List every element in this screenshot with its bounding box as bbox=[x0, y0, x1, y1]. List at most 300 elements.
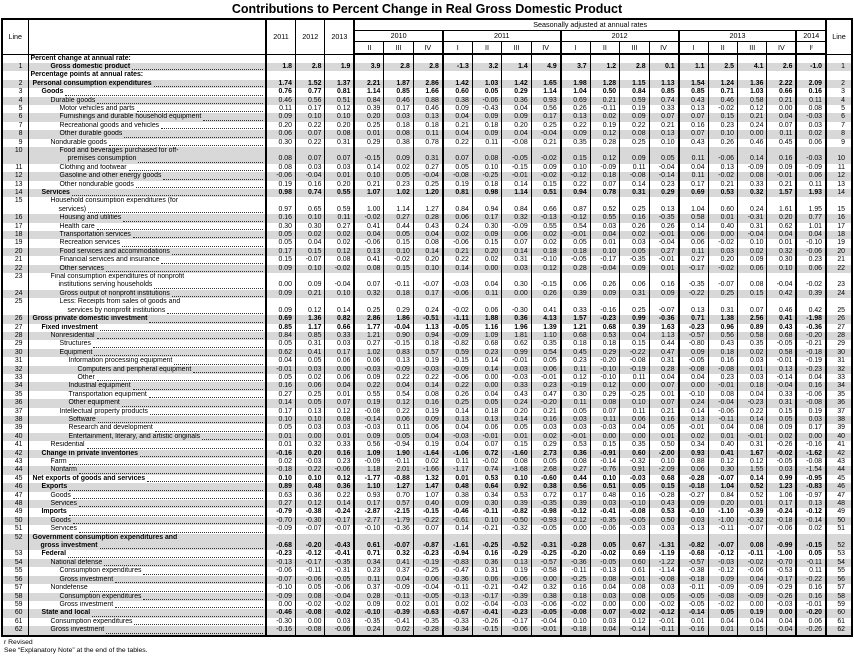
row-label: Consumption expenditures bbox=[59, 592, 142, 600]
value-cell: 0.19 bbox=[620, 105, 649, 113]
value-cell: 0.03 bbox=[502, 366, 531, 374]
line-number-right: 28 bbox=[826, 332, 852, 340]
value-cell: -0.03 bbox=[295, 458, 324, 466]
value-cell: -0.01 bbox=[796, 601, 826, 609]
value-cell: -0.08 bbox=[708, 366, 737, 374]
value-cell: 0.04 bbox=[354, 231, 383, 239]
value-cell: 0.18 bbox=[472, 181, 501, 189]
value-cell: 0.00 bbox=[472, 382, 501, 390]
col-header-quarter: II bbox=[472, 42, 501, 55]
value-cell: 1.27 bbox=[413, 197, 442, 214]
value-cell: 0.53 bbox=[561, 441, 590, 449]
value-cell: 0.72 bbox=[531, 492, 560, 500]
table-row bbox=[2, 197, 852, 214]
value-cell: 0.31 bbox=[502, 256, 531, 264]
row-label: Recreation services bbox=[59, 239, 121, 247]
dot-leader bbox=[88, 212, 263, 213]
value-cell: -0.61 bbox=[443, 517, 472, 525]
line-number-left: 7 bbox=[2, 122, 28, 130]
value-cell: 0.05 bbox=[295, 357, 324, 365]
value-cell: 1.14 bbox=[502, 189, 531, 197]
value-cell: 0.62 bbox=[767, 223, 796, 231]
value-cell: 0.10 bbox=[708, 130, 737, 138]
value-cell: 0.11 bbox=[796, 567, 826, 575]
value-cell: 0.39 bbox=[620, 324, 649, 332]
value-cell: 0.29 bbox=[531, 441, 560, 449]
value-cell: 0.05 bbox=[443, 164, 472, 172]
line-number-left: 26 bbox=[2, 315, 28, 323]
value-cell: 0.13 bbox=[472, 416, 501, 424]
value-cell: 0.10 bbox=[325, 113, 354, 121]
value-cell: -0.31 bbox=[531, 534, 560, 551]
value-cell: 0.89 bbox=[266, 483, 295, 491]
line-number-right: 38 bbox=[826, 416, 852, 424]
value-cell: -0.09 bbox=[384, 366, 413, 374]
value-cell: -0.06 bbox=[531, 601, 560, 609]
value-cell: 0.26 bbox=[649, 223, 678, 231]
value-cell: -0.02 bbox=[531, 172, 560, 180]
table-row bbox=[2, 508, 852, 516]
table-row bbox=[2, 80, 852, 88]
contributions-table bbox=[1, 18, 853, 637]
line-number-left: 43 bbox=[2, 458, 28, 466]
value-cell: 0.22 bbox=[443, 256, 472, 264]
value-cell: 0.17 bbox=[295, 105, 324, 113]
value-cell: 0.20 bbox=[502, 122, 531, 130]
value-cell: 0.18 bbox=[531, 248, 560, 256]
value-cell: 0.06 bbox=[354, 357, 383, 365]
value-cell: 0.05 bbox=[708, 609, 737, 617]
line-number-right: 41 bbox=[826, 441, 852, 449]
value-cell: -2.77 bbox=[354, 517, 383, 525]
value-cell: 0.04 bbox=[708, 618, 737, 626]
value-cell: -0.83 bbox=[443, 559, 472, 567]
row-label: Industrial equipment bbox=[68, 382, 131, 390]
value-cell: 0.11 bbox=[620, 164, 649, 172]
value-cell: 0.23 bbox=[384, 181, 413, 189]
value-cell: -0.11 bbox=[384, 593, 413, 601]
line-number-left: 5 bbox=[2, 105, 28, 113]
value-cell: 0.09 bbox=[266, 290, 295, 298]
value-cell: 0.17 bbox=[796, 424, 826, 432]
value-cell: 0.02 bbox=[738, 349, 767, 357]
dot-leader bbox=[150, 414, 263, 415]
value-cell: 0.43 bbox=[413, 223, 442, 231]
value-cell: -0.35 bbox=[325, 559, 354, 567]
value-cell: 0.04 bbox=[443, 113, 472, 121]
value-cell: 0.85 bbox=[295, 332, 324, 340]
value-cell: 0.00 bbox=[472, 265, 501, 273]
value-cell: 0.15 bbox=[502, 441, 531, 449]
value-cell: 0.13 bbox=[561, 113, 590, 121]
value-cell: 0.94 bbox=[413, 332, 442, 340]
value-cell: -0.12 bbox=[561, 172, 590, 180]
row-label: Furnishings and durable household equipment bbox=[59, 113, 202, 121]
value-cell: -0.02 bbox=[325, 609, 354, 617]
value-cell: 0.15 bbox=[738, 626, 767, 635]
value-cell: 2.68 bbox=[531, 466, 560, 474]
table-row bbox=[2, 584, 852, 592]
value-cell: 0.08 bbox=[354, 265, 383, 273]
value-cell: 0.30 bbox=[472, 223, 501, 231]
value-cell: 0.12 bbox=[531, 265, 560, 273]
value-cell: -0.04 bbox=[295, 172, 324, 180]
value-cell: 0.05 bbox=[590, 534, 619, 551]
value-cell: 0.03 bbox=[295, 424, 324, 432]
value-cell: 0.07 bbox=[649, 382, 678, 390]
value-cell: -0.42 bbox=[502, 584, 531, 592]
value-cell: 0.11 bbox=[561, 399, 590, 407]
table-row bbox=[2, 601, 852, 609]
value-cell: 0.96 bbox=[708, 324, 737, 332]
dot-leader bbox=[123, 221, 263, 222]
value-cell: 0.31 bbox=[738, 441, 767, 449]
value-cell: 0.03 bbox=[295, 164, 324, 172]
value-cell: 1.74 bbox=[266, 80, 295, 88]
row-label: services by nonprofit institutions bbox=[67, 306, 166, 314]
value-cell: 0.52 bbox=[738, 483, 767, 491]
value-cell: 0.48 bbox=[443, 483, 472, 491]
value-cell: -0.31 bbox=[738, 214, 767, 222]
value-cell: 0.51 bbox=[531, 189, 560, 197]
table-row bbox=[2, 450, 852, 458]
value-cell: 0.36 bbox=[502, 315, 531, 323]
value-cell: 1.03 bbox=[738, 88, 767, 96]
value-cell: -1.06 bbox=[443, 450, 472, 458]
line-number-left: 1 bbox=[2, 63, 28, 71]
value-cell: 0.04 bbox=[590, 231, 619, 239]
value-cell: -0.30 bbox=[502, 298, 531, 315]
dot-leader bbox=[138, 162, 263, 163]
dot-leader bbox=[172, 296, 263, 297]
value-cell: 0.15 bbox=[384, 265, 413, 273]
table-row bbox=[2, 349, 852, 357]
value-cell: 0.39 bbox=[561, 290, 590, 298]
value-cell: 0.28 bbox=[413, 214, 442, 222]
value-cell: -0.17 bbox=[502, 618, 531, 626]
value-cell: -0.02 bbox=[472, 458, 501, 466]
value-cell: 0.11 bbox=[443, 458, 472, 466]
value-cell: 0.09 bbox=[443, 105, 472, 113]
value-cell: 0.17 bbox=[384, 105, 413, 113]
value-cell: 0.02 bbox=[620, 231, 649, 239]
dot-leader bbox=[106, 633, 263, 634]
value-cell: -0.15 bbox=[354, 147, 383, 164]
value-cell: 0.04 bbox=[443, 441, 472, 449]
value-cell: 0.21 bbox=[649, 408, 678, 416]
value-cell: 0.04 bbox=[295, 239, 324, 247]
value-cell: 0.09 bbox=[679, 500, 708, 508]
value-cell: 0.53 bbox=[502, 492, 531, 500]
section-caption: Percentage points at annual rates: bbox=[28, 71, 266, 79]
value-cell: -0.01 bbox=[561, 231, 590, 239]
value-cell: -0.23 bbox=[796, 366, 826, 374]
value-cell: 0.11 bbox=[679, 147, 708, 164]
value-cell: 0.53 bbox=[472, 475, 501, 483]
value-cell: 0.64 bbox=[472, 483, 501, 491]
col-header-quarter: II bbox=[354, 42, 383, 55]
value-cell: -0.09 bbox=[738, 164, 767, 172]
value-cell: 0.24 bbox=[443, 223, 472, 231]
line-number-left: 54 bbox=[2, 559, 28, 567]
value-cell: -0.05 bbox=[620, 517, 649, 525]
value-cell: 0.15 bbox=[649, 483, 678, 491]
line-number-right: 52 bbox=[826, 534, 852, 551]
value-cell: 0.01 bbox=[443, 475, 472, 483]
value-cell: 0.25 bbox=[295, 391, 324, 399]
value-cell: 0.30 bbox=[767, 256, 796, 264]
table-row bbox=[2, 231, 852, 239]
value-cell: 1.13 bbox=[649, 80, 678, 88]
value-cell: -0.06 bbox=[325, 466, 354, 474]
table-row bbox=[2, 139, 852, 147]
value-cell: 0.17 bbox=[266, 248, 295, 256]
value-cell: -0.20 bbox=[796, 609, 826, 617]
value-cell: 1.21 bbox=[561, 324, 590, 332]
value-cell: 0.00 bbox=[266, 273, 295, 290]
value-cell: -0.20 bbox=[590, 357, 619, 365]
value-cell: 0.33 bbox=[325, 441, 354, 449]
value-cell: -0.03 bbox=[590, 424, 619, 432]
line-number-right: 50 bbox=[826, 517, 852, 525]
value-cell: 0.39 bbox=[561, 500, 590, 508]
value-cell: -0.10 bbox=[354, 609, 383, 617]
value-cell: 0.68 bbox=[767, 332, 796, 340]
value-cell: -0.11 bbox=[590, 105, 619, 113]
value-cell: 1.24 bbox=[708, 80, 737, 88]
value-cell: 0.34 bbox=[354, 559, 383, 567]
value-cell: 0.00 bbox=[708, 231, 737, 239]
value-cell: 0.09 bbox=[443, 500, 472, 508]
value-cell: 0.14 bbox=[738, 475, 767, 483]
value-cell: -0.22 bbox=[796, 576, 826, 584]
value-cell: 0.06 bbox=[796, 618, 826, 626]
value-cell: 0.93 bbox=[531, 97, 560, 105]
value-cell: -0.04 bbox=[649, 239, 678, 247]
value-cell: 0.39 bbox=[796, 290, 826, 298]
col-header-quarter: Iʳ bbox=[796, 42, 826, 55]
line-number-left: 49 bbox=[2, 508, 28, 516]
row-label: Transportation services bbox=[59, 231, 131, 239]
col-header-group-2014: 2014 bbox=[796, 31, 826, 42]
value-cell: -0.15 bbox=[384, 340, 413, 348]
value-cell: 0.15 bbox=[620, 340, 649, 348]
value-cell: -1.66 bbox=[413, 466, 442, 474]
value-cell: -0.12 bbox=[561, 517, 590, 525]
value-cell: 0.03 bbox=[708, 248, 737, 256]
value-cell: -0.21 bbox=[472, 584, 501, 592]
value-cell: 0.42 bbox=[796, 298, 826, 315]
value-cell: -0.02 bbox=[767, 450, 796, 458]
value-cell: 0.08 bbox=[738, 273, 767, 290]
row-label: Farm bbox=[50, 458, 67, 465]
value-cell: -0.21 bbox=[796, 340, 826, 348]
value-cell: 0.22 bbox=[295, 139, 324, 147]
dot-leader bbox=[69, 490, 263, 491]
value-cell: 0.84 bbox=[354, 97, 383, 105]
value-cell: -0.02 bbox=[590, 550, 619, 558]
value-cell: 0.59 bbox=[325, 197, 354, 214]
value-cell: 0.27 bbox=[325, 223, 354, 231]
value-cell: 0.44 bbox=[649, 340, 678, 348]
col-header-quarter: III bbox=[620, 42, 649, 55]
value-cell: 0.24 bbox=[413, 298, 442, 315]
col-header-quarter: IV bbox=[531, 42, 560, 55]
value-cell: 0.35 bbox=[738, 340, 767, 348]
value-cell: 0.13 bbox=[679, 298, 708, 315]
value-cell: -0.10 bbox=[679, 391, 708, 399]
value-cell: 0.33 bbox=[561, 298, 590, 315]
row-label: Services bbox=[41, 189, 70, 196]
value-cell: -1.11 bbox=[443, 315, 472, 323]
value-cell: -0.11 bbox=[796, 559, 826, 567]
value-cell: 0.14 bbox=[443, 408, 472, 416]
value-cell: 0.11 bbox=[354, 576, 383, 584]
value-cell: -0.24 bbox=[767, 508, 796, 516]
line-number-left: 60 bbox=[2, 609, 28, 617]
value-cell: 0.84 bbox=[620, 88, 649, 96]
col-header-quarter: IV bbox=[649, 42, 678, 55]
value-cell: -0.20 bbox=[531, 399, 560, 407]
value-cell: 2.6 bbox=[767, 63, 796, 71]
value-cell: -0.01 bbox=[649, 231, 678, 239]
line-number-left: 35 bbox=[2, 391, 28, 399]
value-cell: -0.38 bbox=[295, 508, 324, 516]
value-cell: 0.06 bbox=[413, 424, 442, 432]
value-cell: 0.19 bbox=[413, 441, 442, 449]
line-number-right: 3 bbox=[826, 88, 852, 96]
dot-leader bbox=[69, 464, 263, 465]
value-cell: 0.13 bbox=[502, 559, 531, 567]
value-cell: 0.02 bbox=[796, 525, 826, 533]
value-cell: 0.26 bbox=[443, 391, 472, 399]
value-cell: -0.23 bbox=[413, 550, 442, 558]
value-cell: 0.32 bbox=[502, 214, 531, 222]
value-cell: 0.66 bbox=[325, 324, 354, 332]
value-cell: -0.01 bbox=[767, 172, 796, 180]
value-cell: 0.15 bbox=[384, 239, 413, 247]
value-cell: 0.33 bbox=[767, 391, 796, 399]
line-number-right: 51 bbox=[826, 525, 852, 533]
table-row bbox=[2, 492, 852, 500]
line-number-right: 5 bbox=[826, 105, 852, 113]
value-cell: 1.10 bbox=[354, 483, 383, 491]
value-cell: 0.30 bbox=[561, 391, 590, 399]
col-header-line-right: Line bbox=[826, 19, 852, 54]
value-cell: -0.08 bbox=[295, 626, 324, 635]
value-cell: -0.35 bbox=[531, 500, 560, 508]
value-cell: 0.04 bbox=[620, 424, 649, 432]
value-cell: 0.31 bbox=[413, 147, 442, 164]
value-cell: 0.04 bbox=[796, 374, 826, 382]
value-cell: 0.06 bbox=[413, 576, 442, 584]
value-cell: 2.01 bbox=[384, 466, 413, 474]
value-cell: -1.31 bbox=[649, 534, 678, 551]
value-cell: 0.11 bbox=[590, 416, 619, 424]
value-cell: -0.08 bbox=[295, 609, 324, 617]
value-cell: 0.03 bbox=[384, 113, 413, 121]
value-cell: -0.94 bbox=[443, 550, 472, 558]
value-cell: 0.10 bbox=[295, 214, 324, 222]
line-number-left: 53 bbox=[2, 550, 28, 558]
value-cell: 0.78 bbox=[590, 189, 619, 197]
dot-leader bbox=[132, 69, 263, 70]
value-cell: 0.53 bbox=[708, 189, 737, 197]
value-cell: 0.25 bbox=[620, 298, 649, 315]
table-row bbox=[2, 466, 852, 474]
value-cell: 1.38 bbox=[708, 315, 737, 323]
value-cell: 0.11 bbox=[472, 139, 501, 147]
value-cell: -0.09 bbox=[738, 584, 767, 592]
value-cell: 0.16 bbox=[796, 382, 826, 390]
value-cell: 0.74 bbox=[649, 97, 678, 105]
value-cell: 0.10 bbox=[738, 239, 767, 247]
value-cell: 0.33 bbox=[325, 332, 354, 340]
value-cell: 0.27 bbox=[384, 214, 413, 222]
value-cell: 0.93 bbox=[354, 492, 383, 500]
value-cell: -0.04 bbox=[413, 584, 442, 592]
row-label: Gross private domestic investment bbox=[32, 315, 148, 323]
value-cell: 0.00 bbox=[620, 601, 649, 609]
value-cell: 1.61 bbox=[767, 197, 796, 214]
value-cell: 1.18 bbox=[354, 466, 383, 474]
value-cell: 2.21 bbox=[354, 80, 383, 88]
value-cell: 0.99 bbox=[620, 315, 649, 323]
value-cell: -0.10 bbox=[266, 584, 295, 592]
row-label: Change in private inventories bbox=[41, 449, 138, 457]
line-number-right: 53 bbox=[826, 550, 852, 558]
value-cell: 0.17 bbox=[413, 290, 442, 298]
value-cell: 0.09 bbox=[531, 164, 560, 172]
value-cell: 0.12 bbox=[590, 130, 619, 138]
value-cell: 2.8 bbox=[413, 63, 442, 71]
value-cell: 2.09 bbox=[796, 80, 826, 88]
row-label: Entertainment, literary, and artistic originals bbox=[68, 432, 201, 440]
value-cell: 1.55 bbox=[738, 466, 767, 474]
line-number-right: 21 bbox=[826, 256, 852, 264]
value-cell: 0.27 bbox=[649, 248, 678, 256]
line-number-left: 6 bbox=[2, 113, 28, 121]
line-number-right: 13 bbox=[826, 181, 852, 189]
line-number-right: 15 bbox=[826, 197, 852, 214]
value-cell: 0.18 bbox=[384, 122, 413, 130]
value-cell: 0.16 bbox=[620, 214, 649, 222]
value-cell: 1.52 bbox=[295, 80, 324, 88]
value-cell: 0.00 bbox=[295, 433, 324, 441]
row-label: Final consumption expenditures of nonprofit bbox=[50, 273, 185, 281]
value-cell: 1.14 bbox=[354, 88, 383, 96]
value-cell: 0.10 bbox=[620, 399, 649, 407]
value-cell: 0.02 bbox=[325, 231, 354, 239]
value-cell: -0.39 bbox=[502, 593, 531, 601]
value-cell: 0.14 bbox=[325, 500, 354, 508]
value-cell: 0.07 bbox=[767, 122, 796, 130]
value-cell: 0.03 bbox=[767, 466, 796, 474]
value-cell: 0.43 bbox=[502, 391, 531, 399]
value-cell: 0.06 bbox=[679, 231, 708, 239]
value-cell: 0.10 bbox=[295, 265, 324, 273]
value-cell: -0.93 bbox=[531, 517, 560, 525]
value-cell: 0.26 bbox=[531, 290, 560, 298]
dot-leader bbox=[97, 229, 263, 230]
value-cell: 0.05 bbox=[266, 374, 295, 382]
value-cell: -0.35 bbox=[679, 273, 708, 290]
value-cell: 0.09 bbox=[472, 113, 501, 121]
value-cell: 1.09 bbox=[354, 450, 383, 458]
line-number-right: 59 bbox=[826, 601, 852, 609]
value-cell: -0.51 bbox=[413, 315, 442, 323]
col-header-quarter: III bbox=[738, 42, 767, 55]
